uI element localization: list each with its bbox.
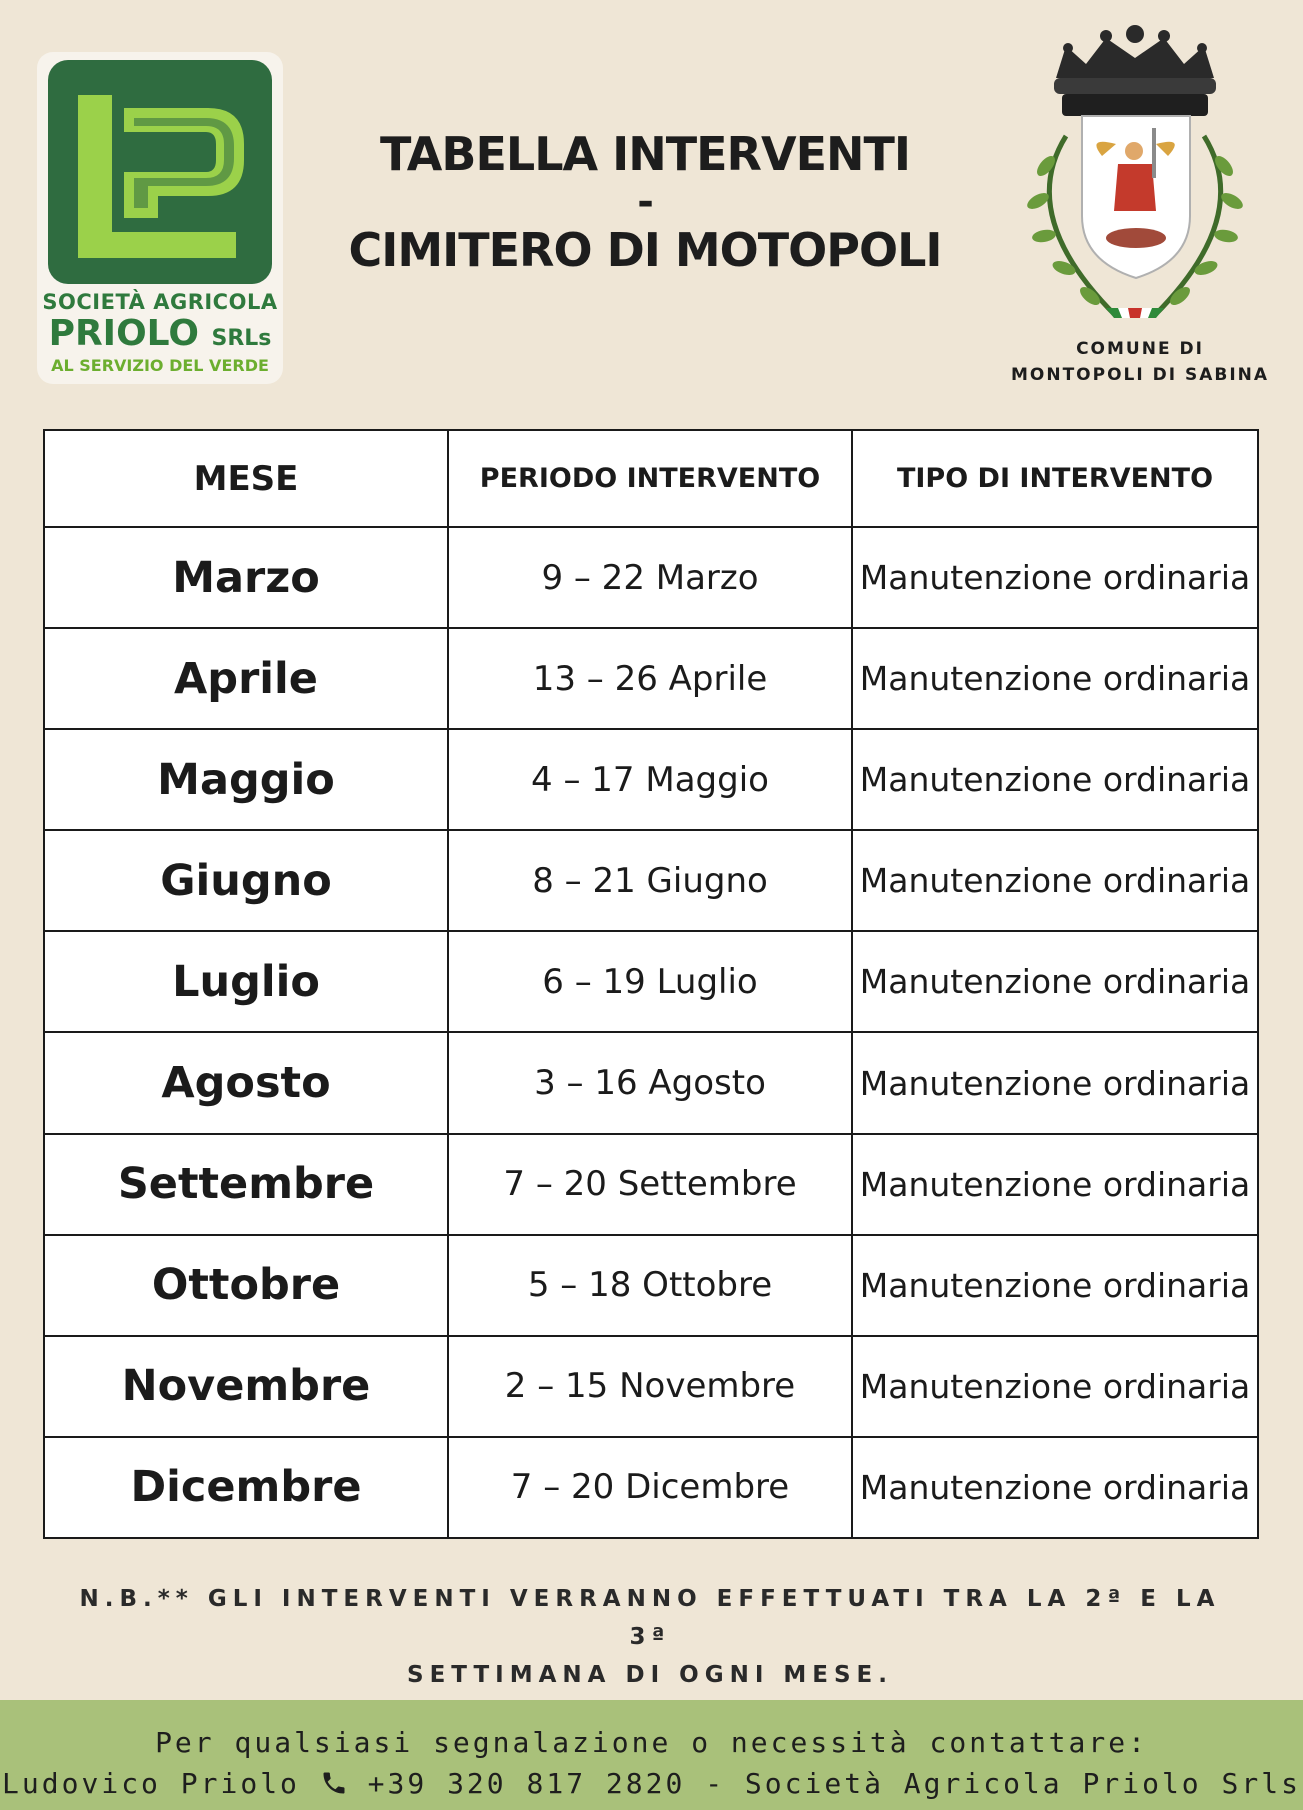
cell-month: Aprile xyxy=(44,628,448,729)
cell-month: Settembre xyxy=(44,1134,448,1235)
table-row xyxy=(44,931,1258,1032)
footer-contact-name: Ludovico Priolo xyxy=(2,1767,300,1800)
cell-month: Ottobre xyxy=(44,1235,448,1336)
cell-month: Marzo xyxy=(44,527,448,628)
title-line-1: TABELLA INTERVENTI xyxy=(380,127,910,181)
contact-footer xyxy=(0,1700,1303,1810)
interventions-table xyxy=(43,429,1259,1539)
cell-period: 9 – 22 Marzo xyxy=(448,527,852,628)
phone-icon xyxy=(320,1769,348,1804)
coat-of-arms-icon xyxy=(1006,16,1264,326)
cell-month: Dicembre xyxy=(44,1437,448,1538)
cell-type: Manutenzione ordinaria xyxy=(852,1134,1258,1235)
cell-month: Giugno xyxy=(44,830,448,931)
caption-line-2: MONTOPOLI DI SABINA xyxy=(1010,365,1270,385)
caption-line-1: COMUNE DI xyxy=(1076,339,1204,359)
cell-type: Manutenzione ordinaria xyxy=(852,1437,1258,1538)
schedule-note xyxy=(60,1580,1240,1694)
table-row xyxy=(44,1437,1258,1538)
table-row xyxy=(44,830,1258,931)
cell-type: Manutenzione ordinaria xyxy=(852,1336,1258,1437)
header-month: MESE xyxy=(44,430,448,527)
logo-name-suffix: SRLs xyxy=(211,326,272,351)
cell-type: Manutenzione ordinaria xyxy=(852,628,1258,729)
cell-type: Manutenzione ordinaria xyxy=(852,1235,1258,1336)
cell-type: Manutenzione ordinaria xyxy=(852,931,1258,1032)
cell-type: Manutenzione ordinaria xyxy=(852,1032,1258,1133)
cell-month: Novembre xyxy=(44,1336,448,1437)
header-period: PERIODO INTERVENTO xyxy=(448,430,852,527)
title-line-2: CIMITERO DI MOTOPOLI xyxy=(348,223,942,277)
page-title xyxy=(330,128,960,276)
cell-type: Manutenzione ordinaria xyxy=(852,830,1258,931)
table-row xyxy=(44,1032,1258,1133)
cell-period: 8 – 21 Giugno xyxy=(448,830,852,931)
table-row xyxy=(44,1134,1258,1235)
note-line-2: SETTIMANA DI OGNI MESE. xyxy=(407,1662,893,1688)
table-row xyxy=(44,729,1258,830)
footer-contact-intro: Per qualsiasi segnalazione o necessità contattare: xyxy=(155,1726,1148,1759)
cell-type: Manutenzione ordinaria xyxy=(852,527,1258,628)
table-row xyxy=(44,1336,1258,1437)
logo-name-main: PRIOLO xyxy=(48,313,199,354)
table-row xyxy=(44,527,1258,628)
logo-mark-icon xyxy=(48,60,272,284)
company-logo xyxy=(37,52,283,384)
header-type: TIPO DI INTERVENTO xyxy=(852,430,1258,527)
footer-contact-details: +39 320 817 2820 - Società Agricola Priolo Srls xyxy=(367,1767,1301,1800)
cell-type: Manutenzione ordinaria xyxy=(852,729,1258,830)
cell-period: 7 – 20 Settembre xyxy=(448,1134,852,1235)
logo-company-name xyxy=(37,314,283,359)
table-row xyxy=(44,1235,1258,1336)
cell-period: 6 – 19 Luglio xyxy=(448,931,852,1032)
cell-period: 3 – 16 Agosto xyxy=(448,1032,852,1133)
cell-period: 13 – 26 Aprile xyxy=(448,628,852,729)
cell-month: Luglio xyxy=(44,931,448,1032)
cell-month: Maggio xyxy=(44,729,448,830)
cell-period: 7 – 20 Dicembre xyxy=(448,1437,852,1538)
title-separator: - xyxy=(637,179,653,225)
logo-tagline-bottom: AL SERVIZIO DEL VERDE xyxy=(51,356,269,375)
logo-tagline-top: SOCIETÀ AGRICOLA xyxy=(42,290,278,314)
table-row xyxy=(44,628,1258,729)
table-header-row xyxy=(44,430,1258,527)
municipality-caption xyxy=(990,336,1290,388)
footer-contact-line xyxy=(0,1767,1303,1804)
cell-month: Agosto xyxy=(44,1032,448,1133)
note-line-1: N.B.** GLI INTERVENTI VERRANNO EFFETTUATI TRA LA 2ª E LA 3ª xyxy=(79,1586,1221,1650)
cell-period: 2 – 15 Novembre xyxy=(448,1336,852,1437)
cell-period: 5 – 18 Ottobre xyxy=(448,1235,852,1336)
cell-period: 4 – 17 Maggio xyxy=(448,729,852,830)
